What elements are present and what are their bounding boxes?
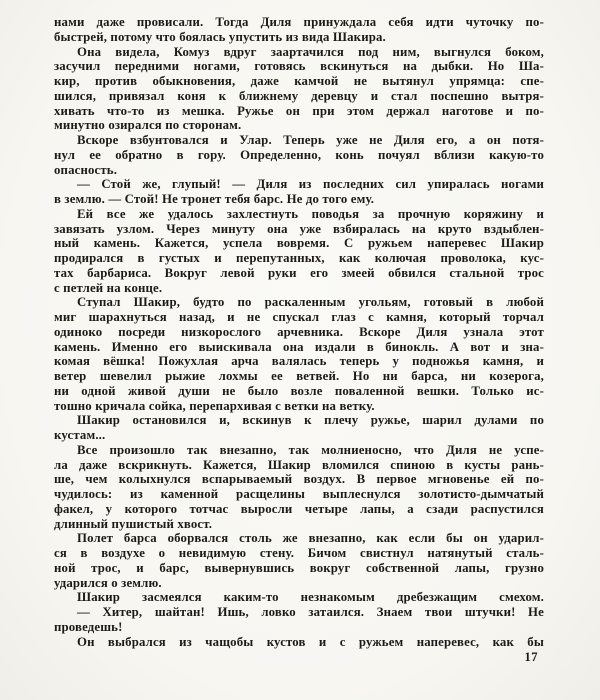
- text-line: Она видела, Комуз вдруг заартачился под ним, выгнулся боком,: [77, 44, 544, 59]
- text-line: ударился о землю.: [54, 575, 162, 590]
- text-line: завязать узлом. Через минуту она уже взбиралась на круто вздыблен-: [54, 221, 544, 236]
- text-line: ше, чем колыхнулся вспарываемый воздух. В первое мгновенье ей по-: [54, 472, 544, 487]
- text-line: Шакир остановился и, вскинув к плечу ружье, шарил дулами по: [77, 413, 544, 428]
- text-line: — Стой же, глупый! — Диля из последних сил упиралась ногами: [77, 177, 544, 192]
- text-line: — Хитер, шайтан! Ишь, ловко затаился. Знаем твои штучки! Не: [77, 605, 544, 619]
- page-text-block: [54, 15, 544, 649]
- text-line: миг шарахнуться назад, и не спускал глаз с камня, который торчал: [54, 310, 544, 324]
- text-line: Все произошло так внезапно, так молниеносно, что Диля не успе-: [77, 442, 544, 457]
- text-line: Полет барса оборвался столь же внезапно, как если бы он ударил-: [77, 531, 544, 546]
- text-line: длинный пушистый хвост.: [54, 516, 213, 531]
- text-line: ной трос, и барс, вывернувшись вокруг собственной лапы, грузно: [54, 560, 544, 575]
- text-line: засучил передними ногами, готовясь вскинуться на дыбки. Но Ша-: [54, 59, 544, 74]
- text-line: ся в воздухе о невидимую стену. Бичом свистнул натянутый сталь-: [54, 546, 544, 560]
- text-line: шился, привязал коня к ближнему деревцу и стал поспешно вытря-: [54, 88, 544, 103]
- text-line: Вскоре взбунтовался и Улар. Теперь уже не Диля его, а он потя-: [77, 133, 544, 147]
- text-line: факел, у которого тотчас выросли четыре лапы, а сзади распустился: [54, 501, 544, 516]
- text-line: Ей все же удалось захлестнуть поводья за прочную коряжину и: [77, 206, 544, 221]
- text-line: ветер шевелил рыжие лохмы ее ветвей. Но ни барса, ни козерога,: [54, 369, 544, 383]
- text-line: Он выбрался из чащобы кустов и с ружьем наперевес, как бы: [77, 634, 544, 649]
- text-line: нами даже провисали. Тогда Диля принуждала себя идти чуточку по-: [54, 15, 544, 29]
- text-line: тошно кричала сойка, перепархивая с ветки на ветку.: [54, 398, 375, 413]
- text-line: нул ее обратно в гору. Определенно, конь почуял вблизи какую-то: [54, 147, 544, 162]
- text-line: в землю. — Стой! Не тронет тебя барс. Не до того ему.: [54, 192, 375, 206]
- text-line: кустам...: [54, 428, 106, 442]
- text-line: хивать что-то из мешка. Ружье он при этом держал наготове и по-: [54, 103, 544, 118]
- text-line: кир, против обыкновения, даже камчой не вытянул упрямца: спе-: [54, 74, 544, 88]
- text-line: опасность.: [54, 162, 118, 177]
- text-line: одиноко посреди низкорослого арчевника. Вскоре Диля узнала этот: [54, 324, 544, 339]
- text-line: чудилось: из каменной расщелины выплеснулся золотисто-дымчатый: [54, 487, 544, 501]
- text-line: тах барбариса. Вокруг левой руки его змеей обвился стальной трос: [54, 265, 544, 280]
- text-line: Ступал Шакир, будто по раскаленным угольям, готовый в любой: [77, 295, 544, 310]
- text-line: проведешь!: [54, 619, 123, 634]
- text-line: камень. Именно его выискивала она издали в бинокль. А вот и зна-: [54, 339, 544, 354]
- text-line: минутно озирался по сторонам.: [54, 118, 242, 133]
- text-line: продирался в густых и перепутанных, как колючая проволока, кус-: [54, 251, 544, 265]
- text-line: Шакир засмеялся каким-то незнакомым дребезжащим смехом.: [77, 590, 544, 605]
- page-number: 17: [524, 650, 538, 664]
- text-line: комая вёшка! Пожухлая арча валялась теперь у подножья камня, и: [54, 354, 544, 369]
- text-line: ный камень. Кажется, успела вовремя. С ружьем наперевес Шакир: [54, 236, 544, 251]
- text-line: с петлей на конце.: [54, 280, 163, 295]
- text-line: ни одной живой души не было возле поваленной вешки. Только ис-: [54, 383, 544, 398]
- text-line: ла даже вскрикнуть. Кажется, Шакир вломился спиною в кусты рань-: [54, 457, 544, 472]
- text-line: быстрей, потому что боялась упустить из вида Шакира.: [54, 29, 386, 44]
